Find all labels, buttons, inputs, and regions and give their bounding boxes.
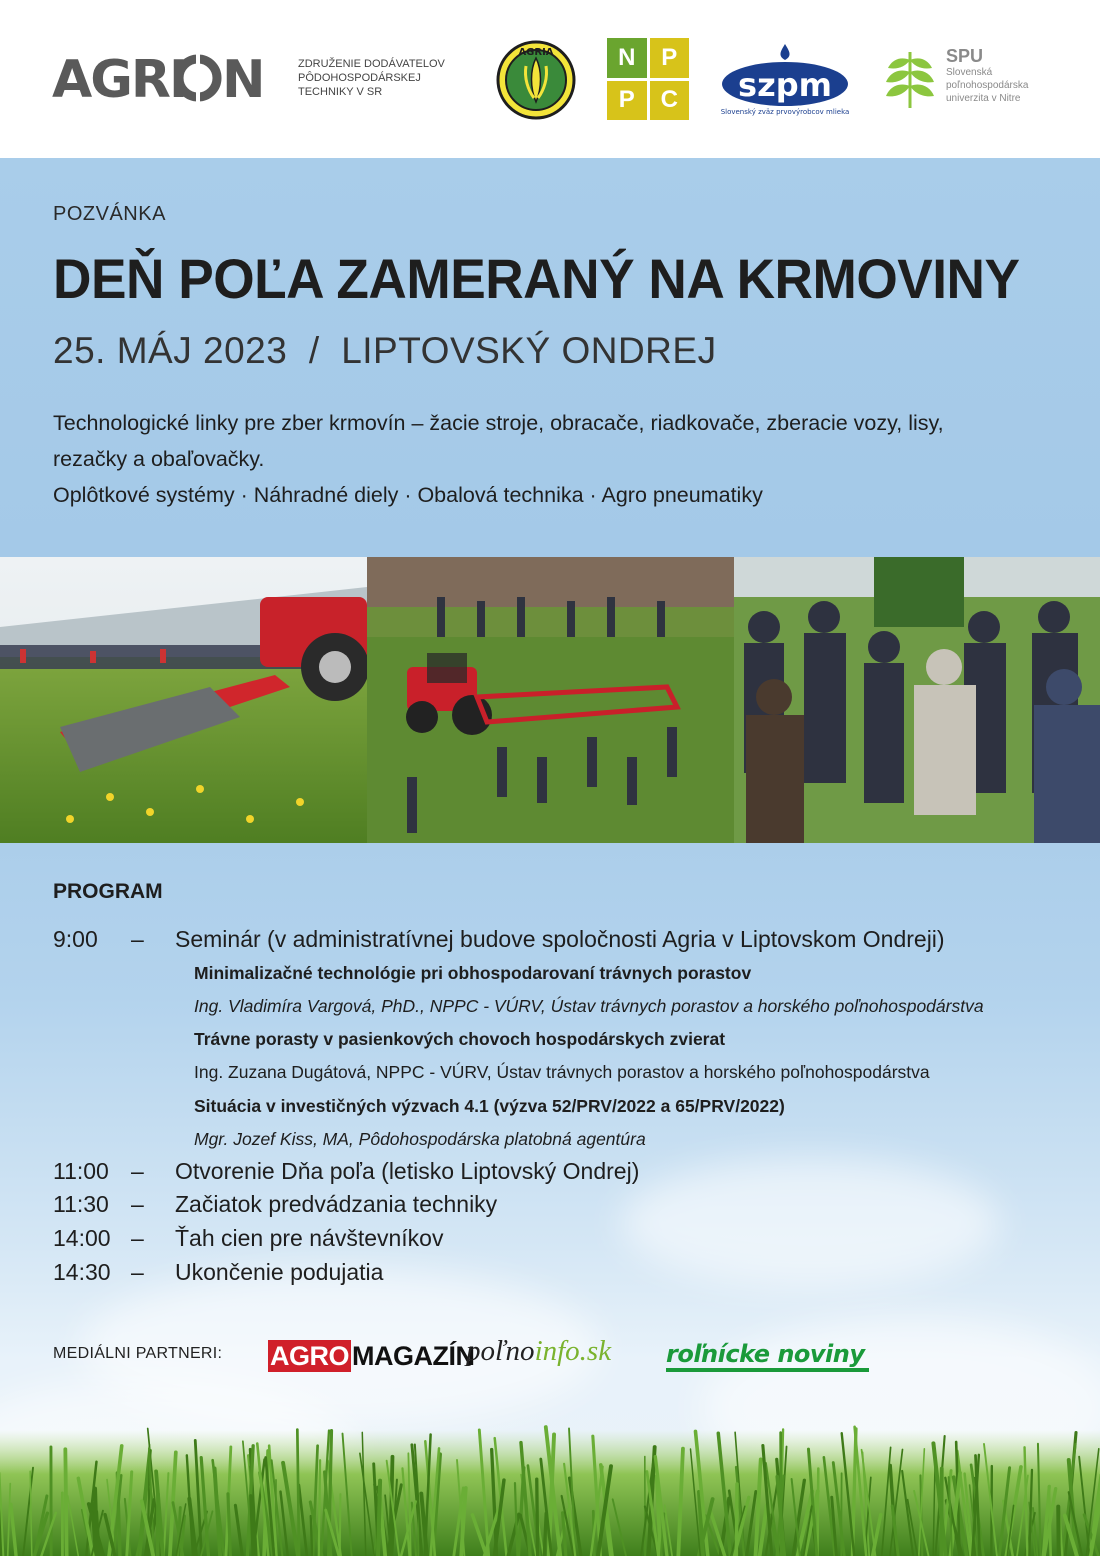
- talk-title: Situácia v investičných výzvach 4.1 (výzva 52/PRV/2022 a 65/PRV/2022): [194, 1096, 785, 1116]
- grass-blade: [544, 1513, 546, 1556]
- talk-speaker: Mgr. Jozef Kiss, MA, Pôdohospodárska platobná agentúra: [194, 1129, 646, 1149]
- header-logos: [0, 0, 1100, 158]
- nppc-letter: P: [607, 81, 647, 121]
- event-date-place: 25. MÁJ 2023 / LIPTOVSKÝ ONDREJ: [53, 330, 717, 371]
- svg-text:N: N: [222, 52, 266, 104]
- agromagazin-black: MAGAZÍN: [352, 1341, 475, 1371]
- svg-text:AGRI: AGRI: [52, 52, 187, 104]
- program-item: [53, 1191, 497, 1218]
- nppc-letter: P: [650, 38, 690, 78]
- agria-logo: [496, 40, 576, 120]
- grass-blade: [65, 1449, 66, 1556]
- talk-speaker: Ing. Vladimíra Vargová, PhD., NPPC - VÚRV, Ústav trávnych porastov a horského poľnohospodárstva: [194, 996, 984, 1016]
- program-dash: –: [131, 1158, 144, 1184]
- crowd-photo: [734, 557, 1100, 843]
- talk-title: Trávne porasty v pasienkových chovoch hospodárskych zvierat: [194, 1029, 726, 1049]
- program-heading: PROGRAM: [53, 880, 163, 903]
- rolnicke-noviny-logo: roľnícke noviny: [666, 1340, 869, 1372]
- spu-logo: [882, 46, 1056, 110]
- mower-photo: [0, 557, 367, 843]
- nppc-logo: [607, 38, 689, 120]
- polnoinfo-a: poľno: [466, 1335, 535, 1367]
- grass-blade: [378, 1481, 380, 1556]
- program-dash: –: [131, 1259, 144, 1285]
- invitation-label: POZVÁNKA: [53, 203, 166, 225]
- program-dash: –: [131, 926, 144, 952]
- program-label: Otvorenie Dňa poľa (letisko Liptovský Ondrej): [175, 1158, 640, 1184]
- program-item: [53, 1225, 443, 1252]
- leaf-icon: [882, 46, 938, 110]
- szpm-subtitle: Slovenský zväz prvovýrobcov mlieka: [720, 108, 850, 116]
- program-label: Ťah cien pre návštevníkov: [175, 1225, 444, 1251]
- program-dash: –: [131, 1191, 144, 1217]
- program-dash: –: [131, 1225, 144, 1251]
- agrion-logo: [52, 52, 478, 104]
- nppc-letter: C: [650, 81, 690, 121]
- program-time: 9:00: [53, 926, 98, 952]
- grass-decoration: [0, 1400, 1100, 1556]
- tractor-rake-photo: [367, 557, 734, 843]
- svg-text:szpm: szpm: [738, 66, 832, 104]
- grass-blade: [311, 1516, 312, 1556]
- agrion-wordmark-icon: [52, 52, 284, 104]
- polnoinfo-b: info.sk: [534, 1335, 612, 1367]
- agromagazin-logo: [268, 1340, 474, 1372]
- program-label: Ukončenie podujatia: [175, 1259, 384, 1285]
- program-time: 11:30: [53, 1191, 109, 1217]
- agromagazin-red: AGRO: [270, 1341, 349, 1371]
- grass-blade: [817, 1469, 818, 1556]
- nppc-letter: N: [607, 38, 647, 78]
- program-item: [53, 1158, 639, 1185]
- program-time: 11:00: [53, 1158, 109, 1184]
- spu-title: SPU: [946, 46, 984, 66]
- grass-blade: [319, 1460, 320, 1556]
- grass-blade: [736, 1484, 737, 1556]
- talk-title: Minimalizačné technológie pri obhospodarovaní trávnych porastov: [194, 963, 752, 983]
- svg-text:AGRIA: AGRIA: [518, 47, 554, 58]
- event-topics: Oplôtkové systémy · Náhradné diely · Obalová technika · Agro pneumatiky: [53, 483, 763, 507]
- grass-blade: [537, 1479, 538, 1556]
- agria-emblem-icon: [496, 40, 576, 120]
- szpm-emblem-icon: [720, 44, 850, 116]
- grass-blade: [297, 1430, 299, 1556]
- event-title: DEŇ POĽA ZAMERANÝ NA KRMOVINY: [53, 247, 1020, 310]
- program-label: Seminár (v administratívnej budove spoločnosti Agria v Liptovskom Ondreji): [175, 926, 945, 952]
- media-partners-label: MEDIÁLNI PARTNERI:: [53, 1345, 223, 1362]
- program-item: [53, 1259, 383, 1286]
- program-label: Začiatok predvádzania techniky: [175, 1191, 498, 1217]
- talk-speaker: Ing. Zuzana Dugátová, NPPC - VÚRV, Ústav trávnych porastov a horského poľnohospodárstva: [194, 1062, 930, 1082]
- agrion-subtitle: ZDRUŽENIE DODÁVATELOV PÔDOHOSPODÁRSKEJ TECHNIKY V SR: [298, 58, 445, 98]
- event-description: Technologické linky pre zber krmovín – žacie stroje, obracače, riadkovače, zberacie vozy, lisy, rezačky a obaľovačky.: [53, 411, 944, 471]
- szpm-logo: [720, 44, 850, 116]
- photo-strip: [0, 557, 1100, 843]
- program-item: [53, 926, 945, 953]
- program-time: 14:30: [53, 1259, 111, 1285]
- spu-subtitle: Slovenská poľnohospodárska univerzita v Nitre: [946, 67, 1029, 104]
- program-time: 14:00: [53, 1225, 111, 1251]
- polnoinfo-logo: [466, 1335, 611, 1368]
